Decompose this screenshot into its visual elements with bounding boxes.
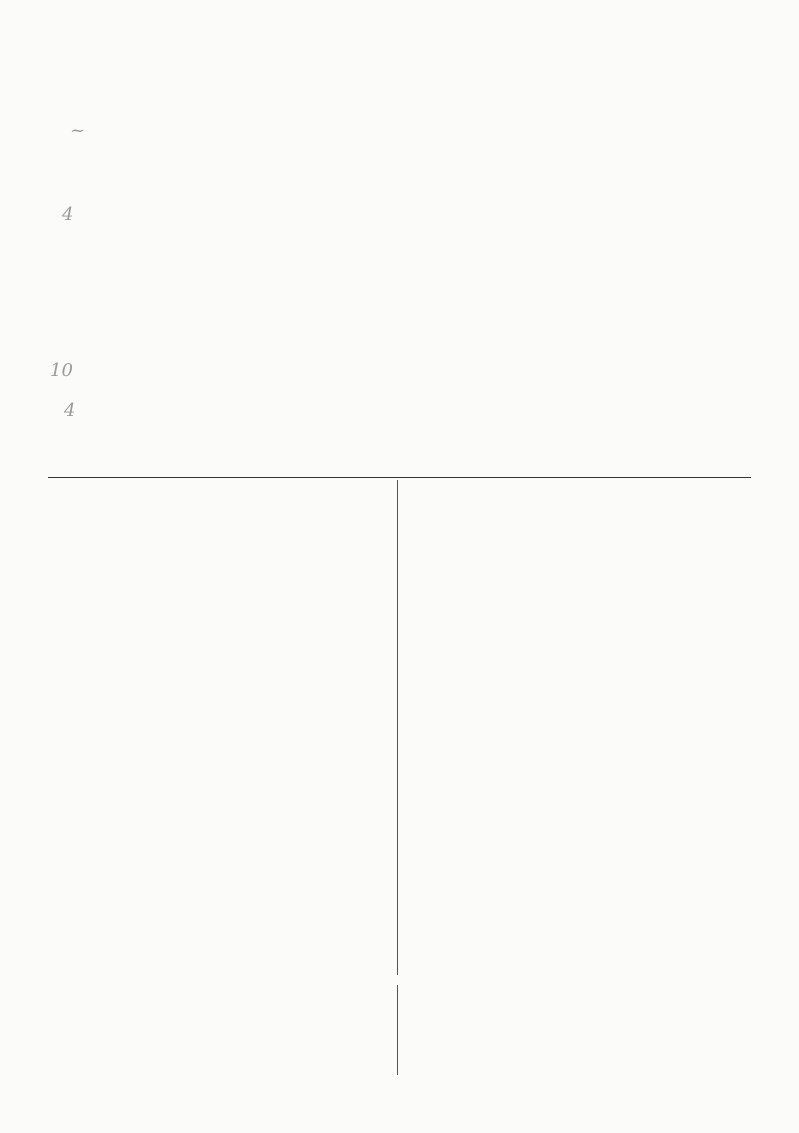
column-divider-lower	[397, 985, 398, 1075]
pencil-mark: 10	[50, 360, 73, 381]
pencil-mark: 4	[64, 400, 76, 421]
pencil-mark: ~	[70, 120, 86, 141]
divider	[48, 477, 751, 478]
column-divider	[397, 480, 398, 975]
pencil-mark: 4	[62, 204, 74, 225]
